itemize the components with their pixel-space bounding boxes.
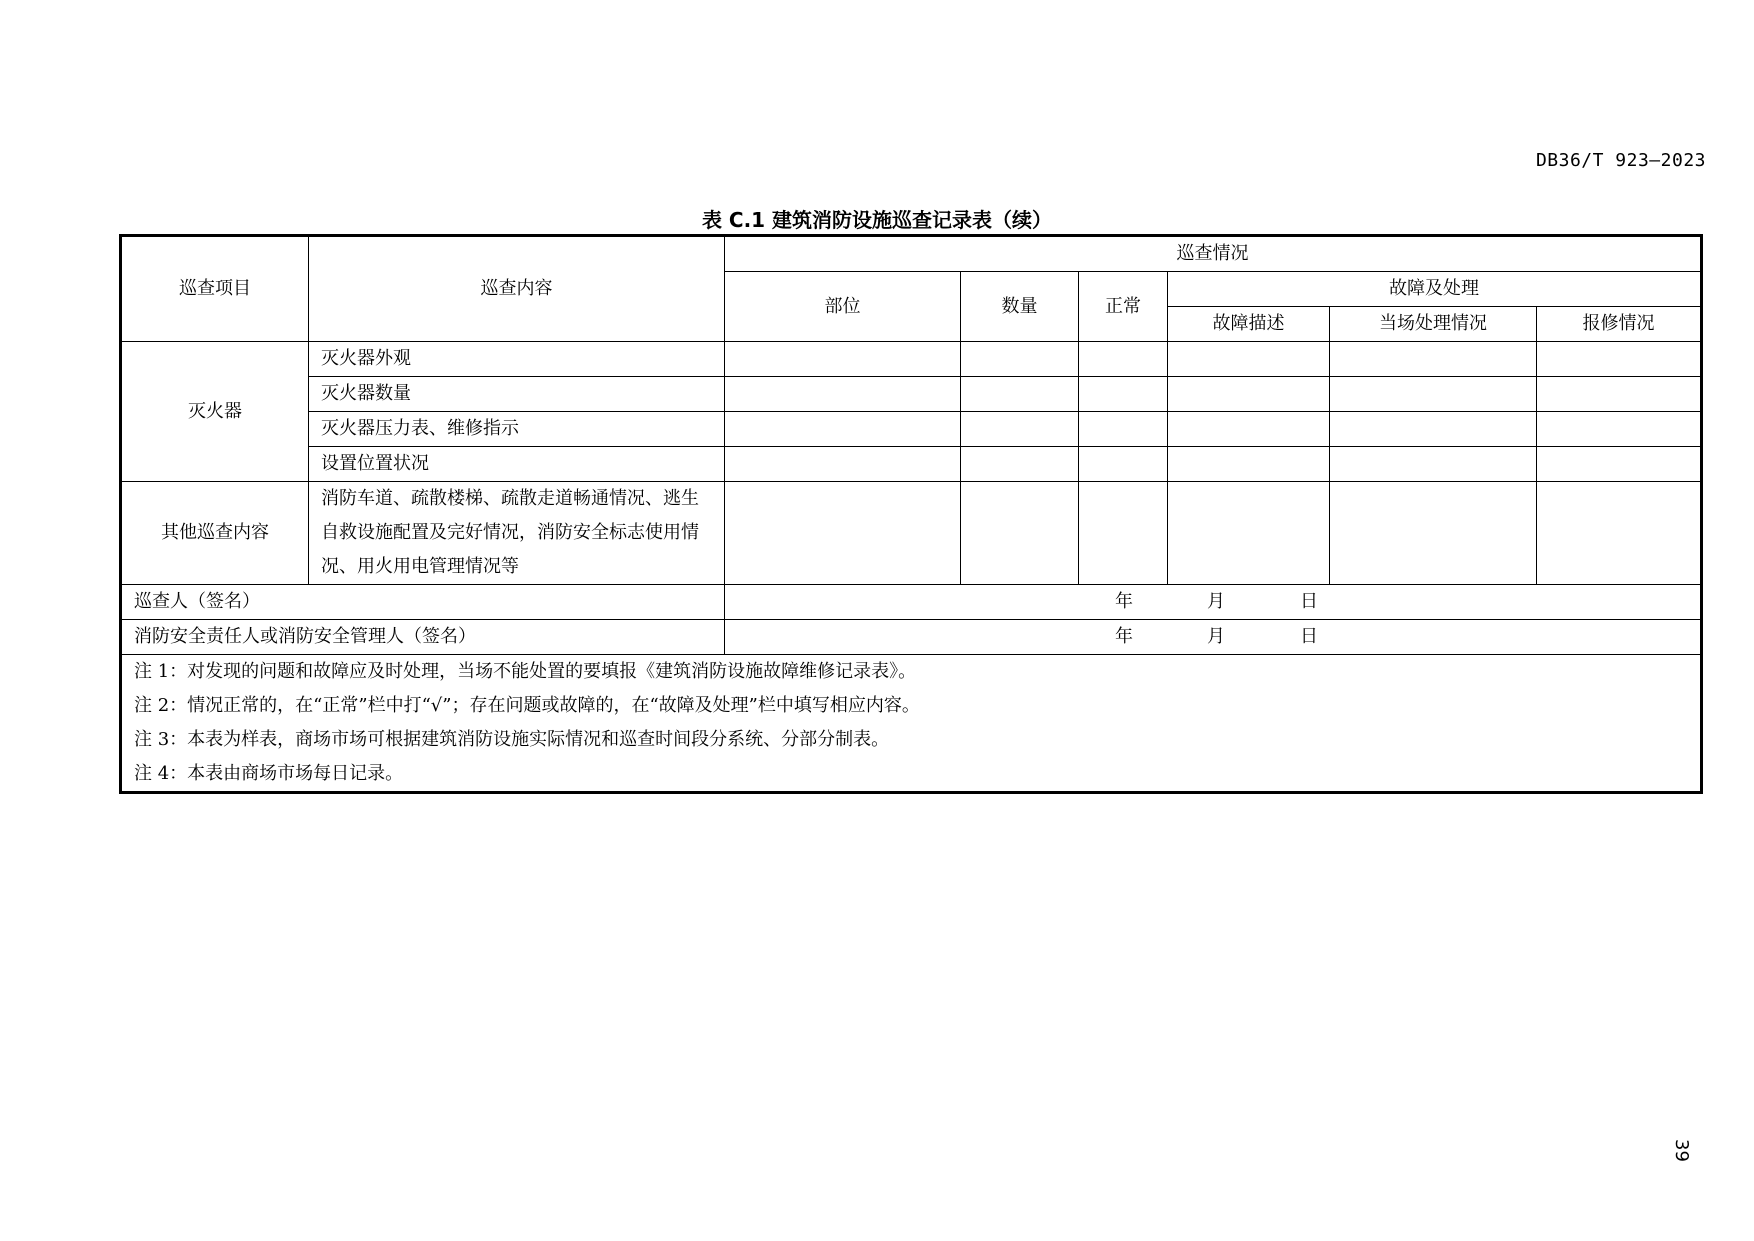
note-2: 注 2：情况正常的，在“正常”栏中打“√”；存在问题或故障的，在“故障及处理”栏中填写相应内容。 [134,695,920,716]
day-label: 日 [1300,591,1318,612]
table-row [121,342,1702,377]
header-normal: 正常 [1079,272,1168,342]
note-4: 注 4：本表由商场市场每日记录。 [134,763,404,784]
standard-code: DB36/T 923—2023 [1535,150,1706,171]
repair-cell[interactable] [1537,412,1702,447]
year-label: 年 [1115,591,1133,612]
table-row [121,447,1702,482]
quantity-cell[interactable] [961,482,1079,585]
content-cell: 灭火器数量 [309,377,725,412]
onsite-cell[interactable] [1330,342,1537,377]
header-situation: 巡查情况 [725,236,1702,272]
location-cell[interactable] [725,482,961,585]
normal-cell[interactable] [1079,447,1168,482]
onsite-cell[interactable] [1330,482,1537,585]
content-line: 自救设施配置及完好情况，消防安全标志使用情 [321,522,699,543]
signature-label: 巡查人（签名） [121,585,725,620]
quantity-cell[interactable] [961,377,1079,412]
signature-label: 消防安全责任人或消防安全管理人（签名） [121,620,725,655]
header-fault-desc: 故障描述 [1168,307,1330,342]
header-fault-handling: 故障及处理 [1168,272,1702,307]
group-item-other: 其他巡查内容 [121,482,309,585]
inspection-record-table [119,234,1700,794]
location-cell[interactable] [725,447,961,482]
day-label: 日 [1300,626,1318,647]
signature-date-field[interactable] [725,585,1702,620]
header-onsite: 当场处理情况 [1330,307,1537,342]
quantity-cell[interactable] [961,342,1079,377]
content-cell: 灭火器压力表、维修指示 [309,412,725,447]
repair-cell[interactable] [1537,447,1702,482]
header-location: 部位 [725,272,961,342]
year-label: 年 [1115,626,1133,647]
quantity-cell[interactable] [961,447,1079,482]
content-cell: 设置位置状况 [309,447,725,482]
location-cell[interactable] [725,342,961,377]
repair-cell[interactable] [1537,377,1702,412]
fault-desc-cell[interactable] [1168,482,1330,585]
note-1: 注 1：对发现的问题和故障应及时处理，当场不能处置的要填报《建筑消防设施故障维修记录表》。 [134,661,917,682]
content-cell-other [309,482,725,585]
header-repair: 报修情况 [1537,307,1702,342]
header-quantity: 数量 [961,272,1079,342]
fault-desc-cell[interactable] [1168,342,1330,377]
table-row [121,377,1702,412]
note-3: 注 3：本表为样表，商场市场可根据建筑消防设施实际情况和巡查时间段分系统、分部分制表。 [134,729,890,750]
quantity-cell[interactable] [961,412,1079,447]
page-number: 39 [1670,1139,1692,1162]
repair-cell[interactable] [1537,342,1702,377]
normal-cell[interactable] [1079,412,1168,447]
onsite-cell[interactable] [1330,447,1537,482]
table-row [121,412,1702,447]
signature-date-field[interactable] [725,620,1702,655]
repair-cell[interactable] [1537,482,1702,585]
content-cell: 灭火器外观 [309,342,725,377]
header-item: 巡查项目 [121,236,309,342]
month-label: 月 [1207,591,1225,612]
group-item-extinguisher: 灭火器 [121,342,309,482]
normal-cell[interactable] [1079,377,1168,412]
onsite-cell[interactable] [1330,412,1537,447]
onsite-cell[interactable] [1330,377,1537,412]
normal-cell[interactable] [1079,482,1168,585]
notes-cell [121,655,1702,793]
fault-desc-cell[interactable] [1168,412,1330,447]
month-label: 月 [1207,626,1225,647]
content-line: 消防车道、疏散楼梯、疏散走道畅通情况、逃生 [321,488,699,509]
table-title: 表 C.1 建筑消防设施巡查记录表（续） [701,208,1053,232]
signature-row-inspector [121,585,1702,620]
location-cell[interactable] [725,377,961,412]
normal-cell[interactable] [1079,342,1168,377]
notes-row [121,655,1702,793]
fault-desc-cell[interactable] [1168,377,1330,412]
content-line: 况、用火用电管理情况等 [321,556,519,577]
signature-row-manager [121,620,1702,655]
fault-desc-cell[interactable] [1168,447,1330,482]
header-content: 巡查内容 [309,236,725,342]
location-cell[interactable] [725,412,961,447]
table-row [121,482,1702,585]
